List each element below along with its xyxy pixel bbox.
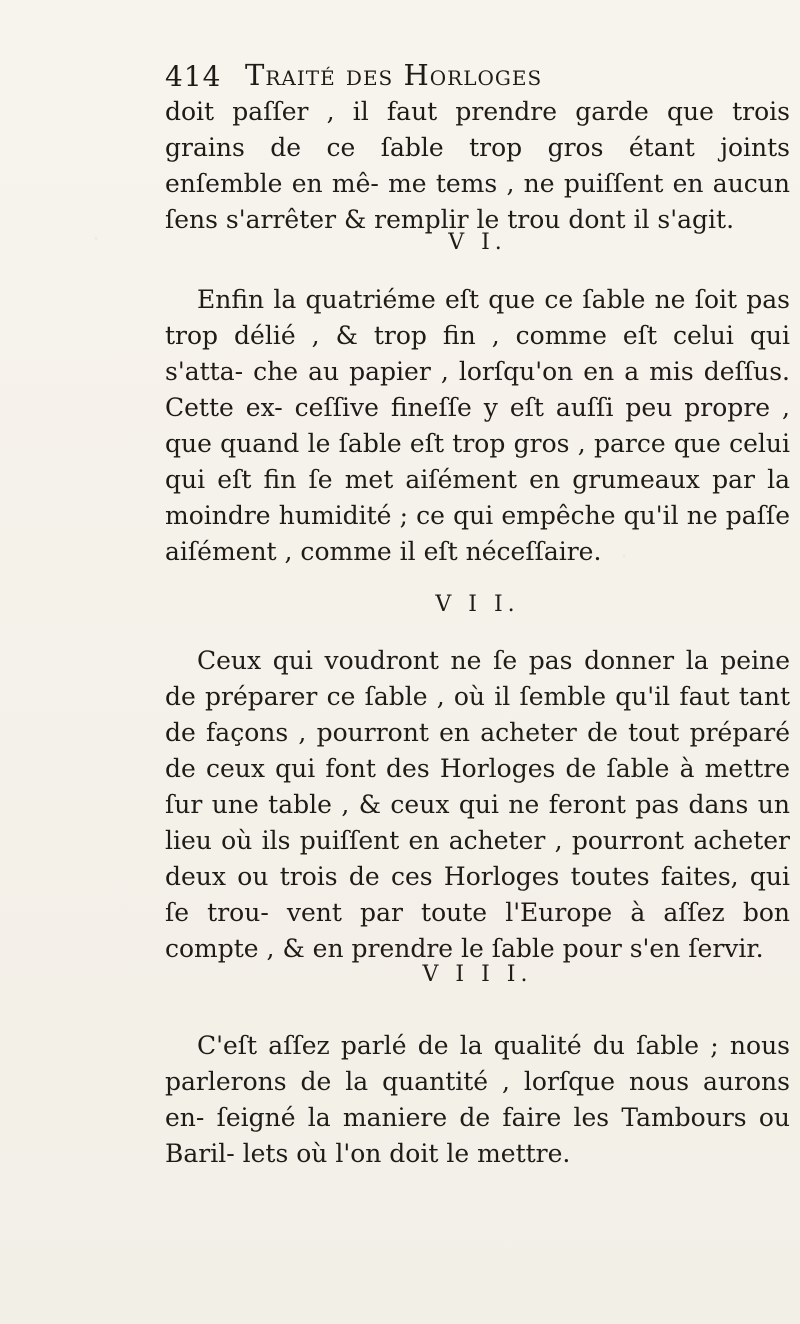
paragraph-section-vi: Enfin la quatriéme eſt que ce ſable ne ſoit pas trop délié , & trop fin , comme eſt celui qui s'atta- che au papier , lorſqu'on en a mis deſſus. Cette ex- ceſſive fineſſe y eſt auſſi peu propre , que quand le ſable eſt trop gros , parce que celui qui eſt fin ſe met aiſément en grumeaux par la moindre humidité ; ce qui empêche qu'il ne paſſe aiſément , comme il eſt néceſſaire. <box>165 285 790 566</box>
section-heading-viii: V I I I. <box>422 962 533 987</box>
section-heading-vii: V I I. <box>435 592 520 617</box>
page-number: 414 <box>165 60 222 93</box>
paragraph-intro: doit paſſer , il faut prendre garde que trois grains de ce ſable trop gros étant joints enſemble en mê- me tems , ne puiſſent en aucun ſens s'arrêter & remplir le trou dont il s'agit. <box>165 97 790 234</box>
paragraph-section-viii: C'eſt aſſez parlé de la qualité du ſable ; nous parlerons de la quantité , lorſque nous aurons en- ſeigné la maniere de faire les Tambours ou Baril- lets où l'on doit le mettre. <box>165 1031 790 1168</box>
section-heading-vi: V I. <box>448 230 507 255</box>
page-title: Traité des Horloges <box>245 58 543 92</box>
paragraph-section-vii: Ceux qui voudront ne ſe pas donner la peine de préparer ce ſable , où il ſemble qu'il faut tant de façons , pourront en acheter de tout préparé de ceux qui font des Horloges de ſable à mettre ſur une table , & ceux qui ne feront pas dans un lieu où ils puiſſent en acheter , pourront acheter deux ou trois de ces Horloges toutes faites, qui ſe trou- vent par toute l'Europe à aſſez bon compte , & en prendre le ſable pour s'en ſervir. <box>165 646 790 963</box>
